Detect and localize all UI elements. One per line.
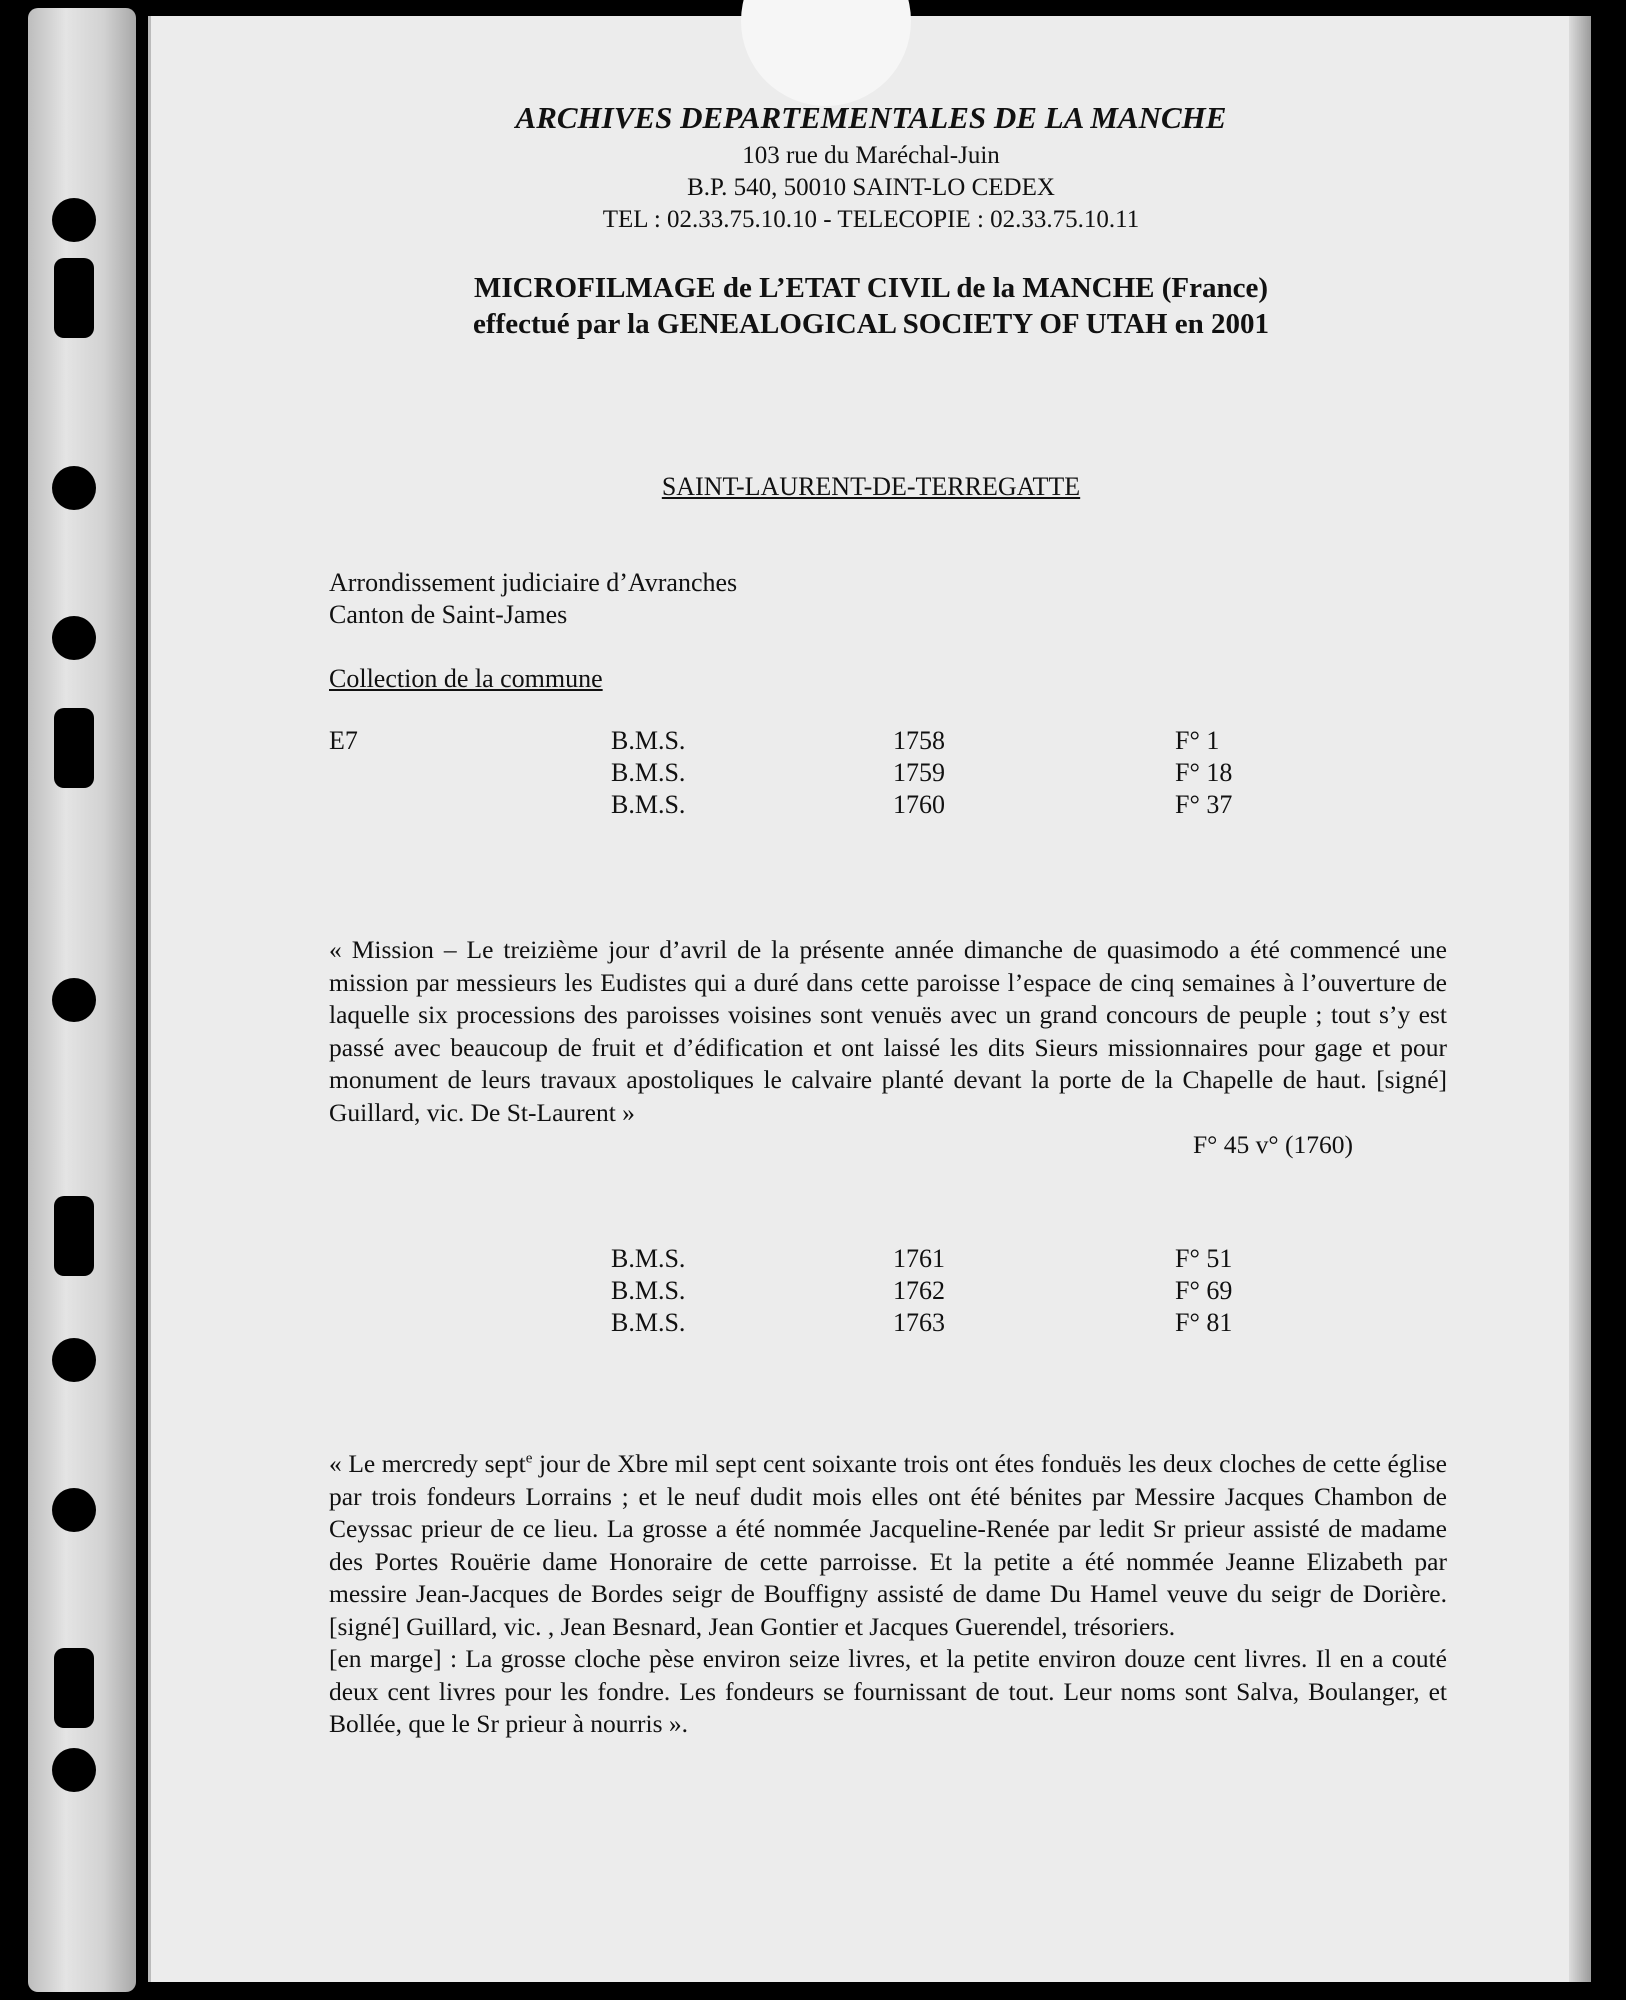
- register-row: [329, 1244, 1329, 1276]
- register-folio: F° 18: [1175, 758, 1233, 787]
- register-row: [329, 726, 1329, 758]
- bells-note-body: jour de Xbre mil sept cent soixante trois ont étes fonduës les deux cloches de cette église par trois fondeurs Lorrains ; et le neuf dudit mois elles ont été bénites par Messire Jacques Chambon de Ceyssac prieur de ce lieu. La grosse a été nommée Jacqueline-Renée par ledit Sr prieur assisté de madame des Portes Rouërie dame Honoraire de cette parroisse. Et la petite a été nommée Jeanne Elizabeth par messire Jean-Jacques de Bordes seigr de Bouffigny assisté de dame Du Hamel veuve du seigr de Dorière. [signé] Guillard, vic. , Jean Besnard, Jean Gontier et Jacques Guerendel, trésoriers.: [329, 1449, 1447, 1641]
- register-year: 1761: [893, 1244, 945, 1273]
- sleeve-notch: [741, 0, 911, 106]
- microfilm-heading-1: MICROFILMAGE de L’ETAT CIVIL de la MANCHE (France): [473, 272, 1269, 304]
- register-list-1: [329, 726, 1329, 822]
- punch-slot: [54, 1196, 94, 1276]
- mission-note: « Mission – Le treizième jour d’avril de la présente année dimanche de quasimodo a été commencé une mission par messieurs les Eudistes qui a duré dans cette paroisse l’espace de cinq semaines à l’ouverture de laquelle six processions des paroisses voisines sont venuës avec un grand concours de peuple ; tout s’y est passé avec beaucoup de fruit et d’édification et ont laissé les dits Sieurs missionnaires pour gage et pour monument de leurs travaux apostoliques le calvaire planté devant la porte de la Chapelle de haut. [signé] Guillard, vic. De St-Laurent »: [329, 935, 1447, 1127]
- register-year: 1760: [893, 790, 945, 819]
- register-row: [329, 758, 1329, 790]
- punch-hole: [52, 198, 96, 242]
- punch-hole: [52, 1488, 96, 1532]
- punch-hole: [52, 1748, 96, 1792]
- register-list-2: [329, 1244, 1329, 1340]
- punch-hole: [52, 616, 96, 660]
- archive-title: ARCHIVES DEPARTEMENTALES DE LA MANCHE: [515, 100, 1227, 135]
- register-type: B.M.S.: [611, 790, 686, 819]
- register-type: B.M.S.: [611, 758, 686, 787]
- register-type: B.M.S.: [611, 726, 686, 755]
- register-folio: F° 69: [1175, 1276, 1233, 1305]
- register-year: 1762: [893, 1276, 945, 1305]
- register-year: 1759: [893, 758, 945, 787]
- register-folio: F° 37: [1175, 790, 1233, 819]
- address-line-2: B.P. 540, 50010 SAINT-LO CEDEX: [687, 174, 1055, 201]
- register-row: [329, 790, 1329, 822]
- bells-note: [329, 1448, 1447, 1741]
- document-page: [148, 16, 1591, 1982]
- bells-note-marginal: [en marge] : La grosse cloche pèse environ seize livres, et la petite environ douze cent livres. Il en a couté deux cent livres pour les fondre. Les fondeurs se fournissant de tout. Leur noms sont Salva, Boulanger, et Bollée, que le Sr prieur à nourris ».: [329, 1644, 1447, 1738]
- arrondissement: Arrondissement judiciaire d’Avranches: [329, 568, 738, 597]
- register-cote: E7: [329, 726, 358, 755]
- canton: Canton de Saint-James: [329, 600, 568, 629]
- bells-note-intro: « Le mercredy sept: [329, 1449, 526, 1478]
- register-type: B.M.S.: [611, 1308, 686, 1337]
- register-row: [329, 1308, 1329, 1340]
- bells-note-superscript: e: [525, 1450, 533, 1467]
- punch-slot: [54, 708, 94, 788]
- register-row: [329, 1276, 1329, 1308]
- punch-slot: [54, 1648, 94, 1728]
- punch-slot: [54, 258, 94, 338]
- address-line-1: 103 rue du Maréchal-Juin: [742, 142, 1000, 169]
- register-type: B.M.S.: [611, 1244, 686, 1273]
- collection-heading: Collection de la commune: [329, 664, 603, 693]
- mission-folio-ref: F° 45 v° (1760): [1193, 1130, 1353, 1159]
- contact-line: TEL : 02.33.75.10.10 - TELECOPIE : 02.33.75.10.11: [602, 206, 1140, 233]
- register-folio: F° 51: [1175, 1244, 1233, 1273]
- register-folio: F° 81: [1175, 1308, 1233, 1337]
- punch-hole: [52, 978, 96, 1022]
- register-year: 1758: [893, 726, 945, 755]
- binder-strip: [28, 8, 136, 1992]
- microfilm-heading-2: effectué par la GENEALOGICAL SOCIETY OF UTAH en 2001: [473, 308, 1269, 340]
- register-type: B.M.S.: [611, 1276, 686, 1305]
- commune-name: SAINT-LAURENT-DE-TERREGATTE: [661, 472, 1081, 501]
- register-folio: F° 1: [1175, 726, 1220, 755]
- punch-hole: [52, 466, 96, 510]
- register-year: 1763: [893, 1308, 945, 1337]
- punch-hole: [52, 1338, 96, 1382]
